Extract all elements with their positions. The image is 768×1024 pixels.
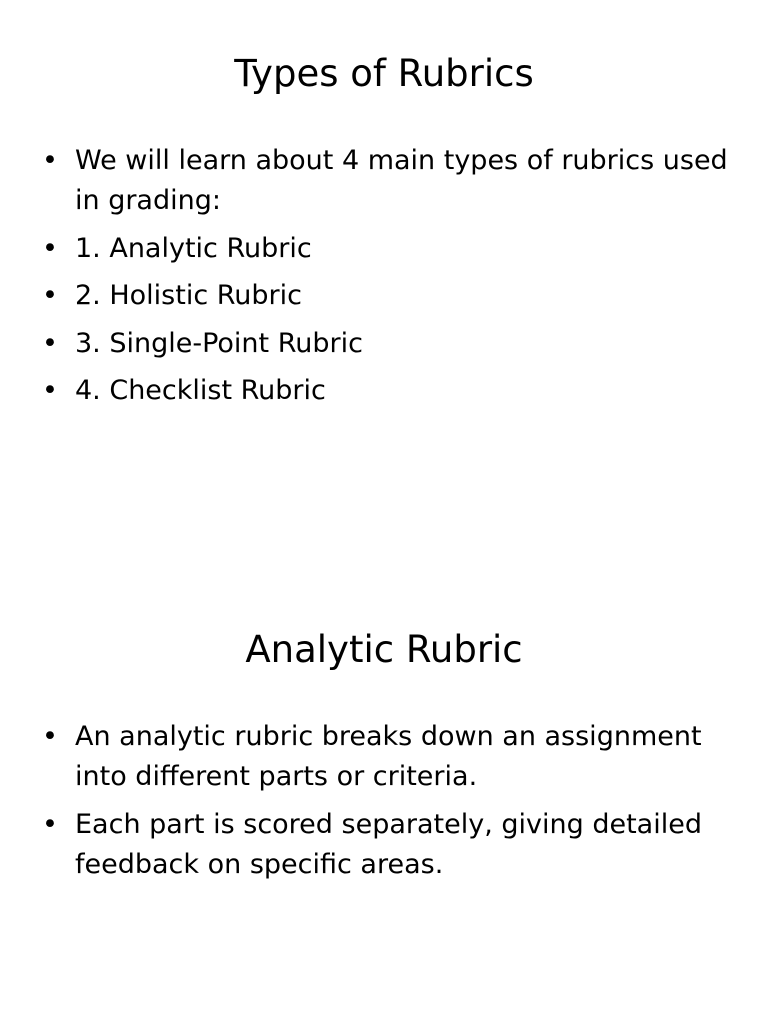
bullet-dot-icon: • bbox=[42, 375, 58, 406]
bullet-list bbox=[42, 717, 732, 892]
bullet-text: 3. Single-Point Rubric bbox=[75, 327, 363, 359]
bullet-text: 2. Holistic Rubric bbox=[75, 280, 302, 311]
bullet-item bbox=[42, 276, 732, 316]
bullet-dot-icon: • bbox=[42, 721, 58, 752]
bullet-item bbox=[42, 141, 732, 221]
bullet-item bbox=[42, 717, 732, 797]
bullet-dot-icon: • bbox=[42, 808, 58, 840]
bullet-item bbox=[42, 229, 732, 269]
slide-title: Analytic Rubric bbox=[245, 628, 523, 671]
bullet-item bbox=[42, 324, 732, 364]
slide-analytic-rubric bbox=[0, 576, 768, 1024]
bullet-item bbox=[42, 805, 732, 885]
bullet-dot-icon: • bbox=[42, 232, 58, 264]
slide-title: Types of Rubrics bbox=[234, 52, 534, 95]
bullet-dot-icon: • bbox=[42, 145, 58, 176]
bullet-dot-icon: • bbox=[42, 327, 58, 359]
bullet-dot-icon: • bbox=[42, 280, 58, 311]
bullet-text: Each part is scored separately, giving detailed feedback on specific areas. bbox=[75, 808, 702, 880]
bullet-text: An analytic rubric breaks down an assignment into different parts or criteria. bbox=[75, 721, 702, 792]
bullet-text: 1. Analytic Rubric bbox=[75, 232, 312, 264]
bullet-text: 4. Checklist Rubric bbox=[75, 375, 326, 406]
bullet-item bbox=[42, 371, 732, 411]
bullet-text: We will learn about 4 main types of rubrics used in grading: bbox=[75, 145, 728, 216]
bullet-list bbox=[42, 141, 732, 419]
